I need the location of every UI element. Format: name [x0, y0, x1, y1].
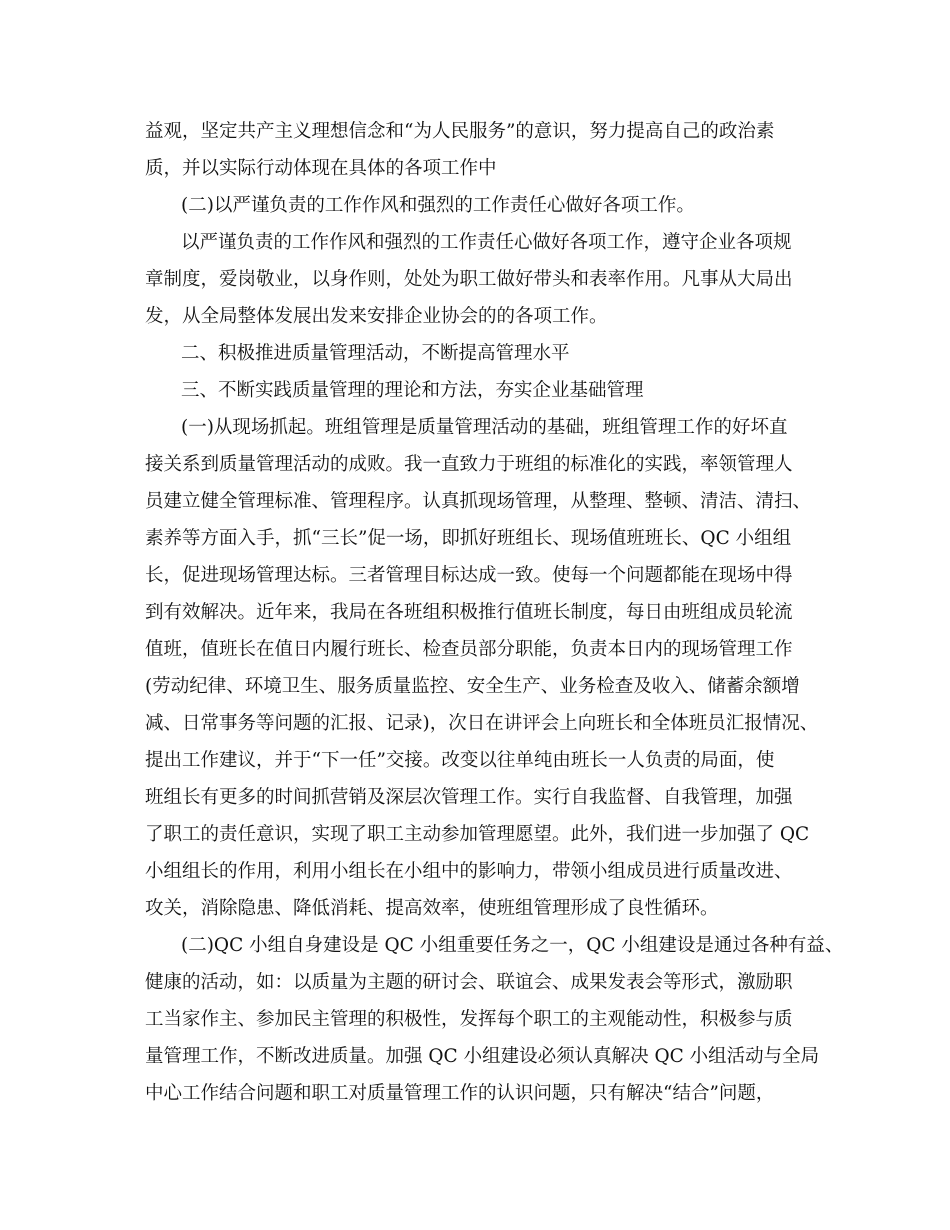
text-line: 小组组长的作用，利用小组长在小组中的影响力，带领小组成员进行质量改进、: [145, 861, 793, 882]
text-line: 员建立健全管理标准、管理程序。认真抓现场管理，从整理、整顿、清洁、清扫、: [145, 491, 812, 512]
text-line: (二)QC 小组自身建设是 QC 小组重要任务之一，QC 小组建设是通过各种有益、: [181, 935, 844, 956]
text-line: 工当家作主、参加民主管理的积极性，发挥每个职工的主观能动性，积极参与质: [145, 1009, 793, 1030]
text-line: 发，从全局整体发展出发来安排企业协会的的各项工作。: [145, 306, 608, 327]
text-line: 长，促进现场管理达标。三者管理目标达成一致。使每一个问题都能在现场中得: [145, 565, 793, 586]
text-line: 到有效解决。近年来，我局在各班组积极推行值班长制度，每日由班组成员轮流: [145, 602, 793, 623]
text-line: 以严谨负责的工作作风和强烈的工作责任心做好各项工作，遵守企业各项规: [181, 232, 792, 253]
text-line: 质，并以实际行动体现在具体的各项工作中: [145, 158, 497, 179]
text-line: 量管理工作，不断改进质量。加强 QC 小组建设必须认真解决 QC 小组活动与全局: [145, 1046, 820, 1067]
text-line: 攻关，消除隐患、降低消耗、提高效率，使班组管理形成了良性循环。: [145, 898, 719, 919]
text-line: 减、日常事务等问题的汇报、记录)，次日在讲评会上向班长和全体班员汇报情况、: [145, 713, 819, 734]
section-heading: 三、不断实践质量管理的理论和方法，夯实企业基础管理: [181, 380, 644, 401]
section-heading: 二、积极推进质量管理活动，不断提高管理水平: [181, 343, 570, 364]
text-line: 了职工的责任意识，实现了职工主动参加管理愿望。此外，我们进一步加强了 QC: [145, 824, 810, 845]
text-line: (劳动纪律、环境卫生、服务质量监控、安全生产、业务检查及收入、储蓄余额增: [145, 676, 800, 697]
text-line: 班组长有更多的时间抓营销及深层次管理工作。实行自我监督、自我管理，加强: [145, 787, 793, 808]
text-line: 值班，值班长在值日内履行班长、检查员部分职能，负责本日内的现场管理工作: [145, 639, 793, 660]
text-line: (一)从现场抓起。班组管理是质量管理活动的基础，班组管理工作的好坏直: [181, 417, 788, 438]
text-line: 益观，坚定共产主义理想信念和“为人民服务”的意识，努力提高自己的政治素: [145, 121, 775, 142]
text-line: 章制度，爱岗敬业，以身作则，处处为职工做好带头和表率作用。凡事从大局出: [145, 269, 793, 290]
text-line: 提出工作建议，并于“下一任”交接。改变以往单纯由班长一人负责的局面，使: [145, 750, 775, 771]
text-line: (二)以严谨负责的工作作风和强烈的工作责任心做好各项工作。: [181, 195, 695, 216]
text-line: 中心工作结合问题和职工对质量管理工作的认识问题，只有解决“结合”问题，: [145, 1083, 775, 1104]
text-line: 素养等方面入手，抓“三长”促一场，即抓好班组长、现场值班班长、QC 小组组: [145, 528, 792, 549]
text-line: 接关系到质量管理活动的成败。我一直致力于班组的标准化的实践，率领管理人: [145, 454, 793, 475]
text-line: 健康的活动，如：以质量为主题的研讨会、联谊会、成果发表会等形式，激励职: [145, 972, 793, 993]
